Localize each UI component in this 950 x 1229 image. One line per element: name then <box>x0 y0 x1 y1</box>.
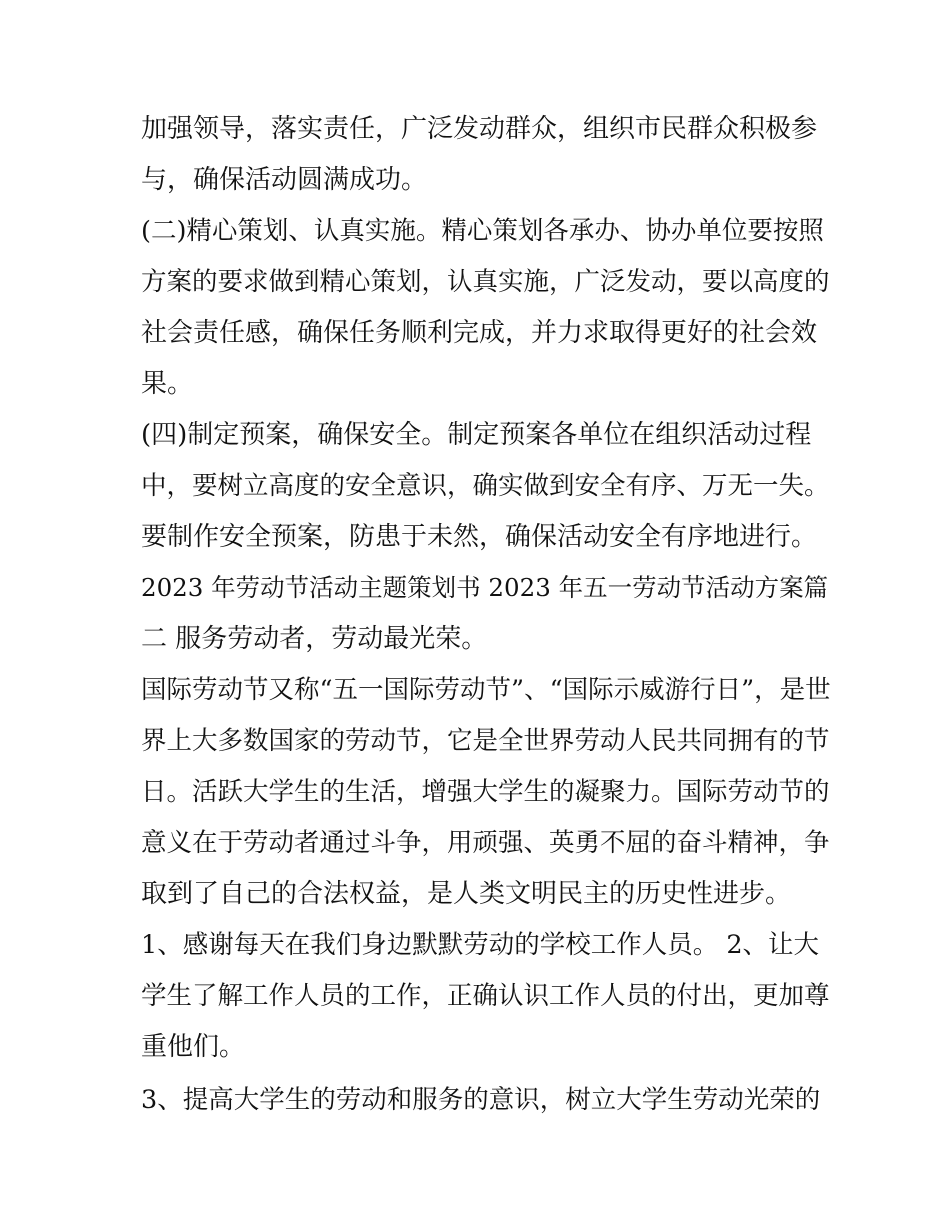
text-line: 取到了自己的合法权益，是人类文明民主的历史性进步。 <box>141 879 792 909</box>
text-line: 方案的要求做到精心策划，认真实施，广泛发动，要以高度的 <box>141 267 830 297</box>
text-line: 中，要树立高度的安全意识，确实做到安全有序、万无一失。 <box>141 471 830 501</box>
text-line: 重他们。 <box>141 1032 246 1062</box>
text-line: 界上大多数国家的劳动节，它是全世界劳动人民共同拥有的节 <box>141 726 830 756</box>
text-line: (四)制定预案，确保安全。制定预案各单位在组织活动过程 <box>141 420 812 450</box>
text-line: 社会责任感，确保任务顺利完成，并力求取得更好的社会效 <box>141 318 818 348</box>
text-line: 加强领导，落实责任，广泛发动群众，组织市民群众积极参 <box>141 114 818 144</box>
text-line: 意义在于劳动者通过斗争，用顽强、英勇不屈的奋斗精神，争 <box>141 828 830 858</box>
text-line: 1、感谢每天在我们身边默默劳动的学校工作人员。 2、让大 <box>141 930 820 960</box>
text-line: 3、提高大学生的劳动和服务的意识，树立大学生劳动光荣的 <box>141 1085 821 1115</box>
text-line: 国际劳动节又称“五一国际劳动节”、“国际示威游行日”，是世 <box>141 675 831 705</box>
text-line: 果。 <box>141 369 194 399</box>
text-line: 学生了解工作人员的工作，正确认识工作人员的付出，更加尊 <box>141 981 830 1011</box>
text-line: 二 服务劳动者，劳动最光荣。 <box>141 624 488 654</box>
text-line: 与，确保活动圆满成功。 <box>141 165 428 195</box>
text-line: (二)精心策划、认真实施。精心策划各承办、协办单位要按照 <box>141 216 824 246</box>
text-line: 日。活跃大学生的生活，增强大学生的凝聚力。国际劳动节的 <box>141 777 830 807</box>
text-line: 要制作安全预案，防患于未然，确保活动安全有序地进行。 <box>141 522 818 552</box>
text-line: 2023 年劳动节活动主题策划书 2023 年五一劳动节活动方案篇 <box>141 573 829 602</box>
